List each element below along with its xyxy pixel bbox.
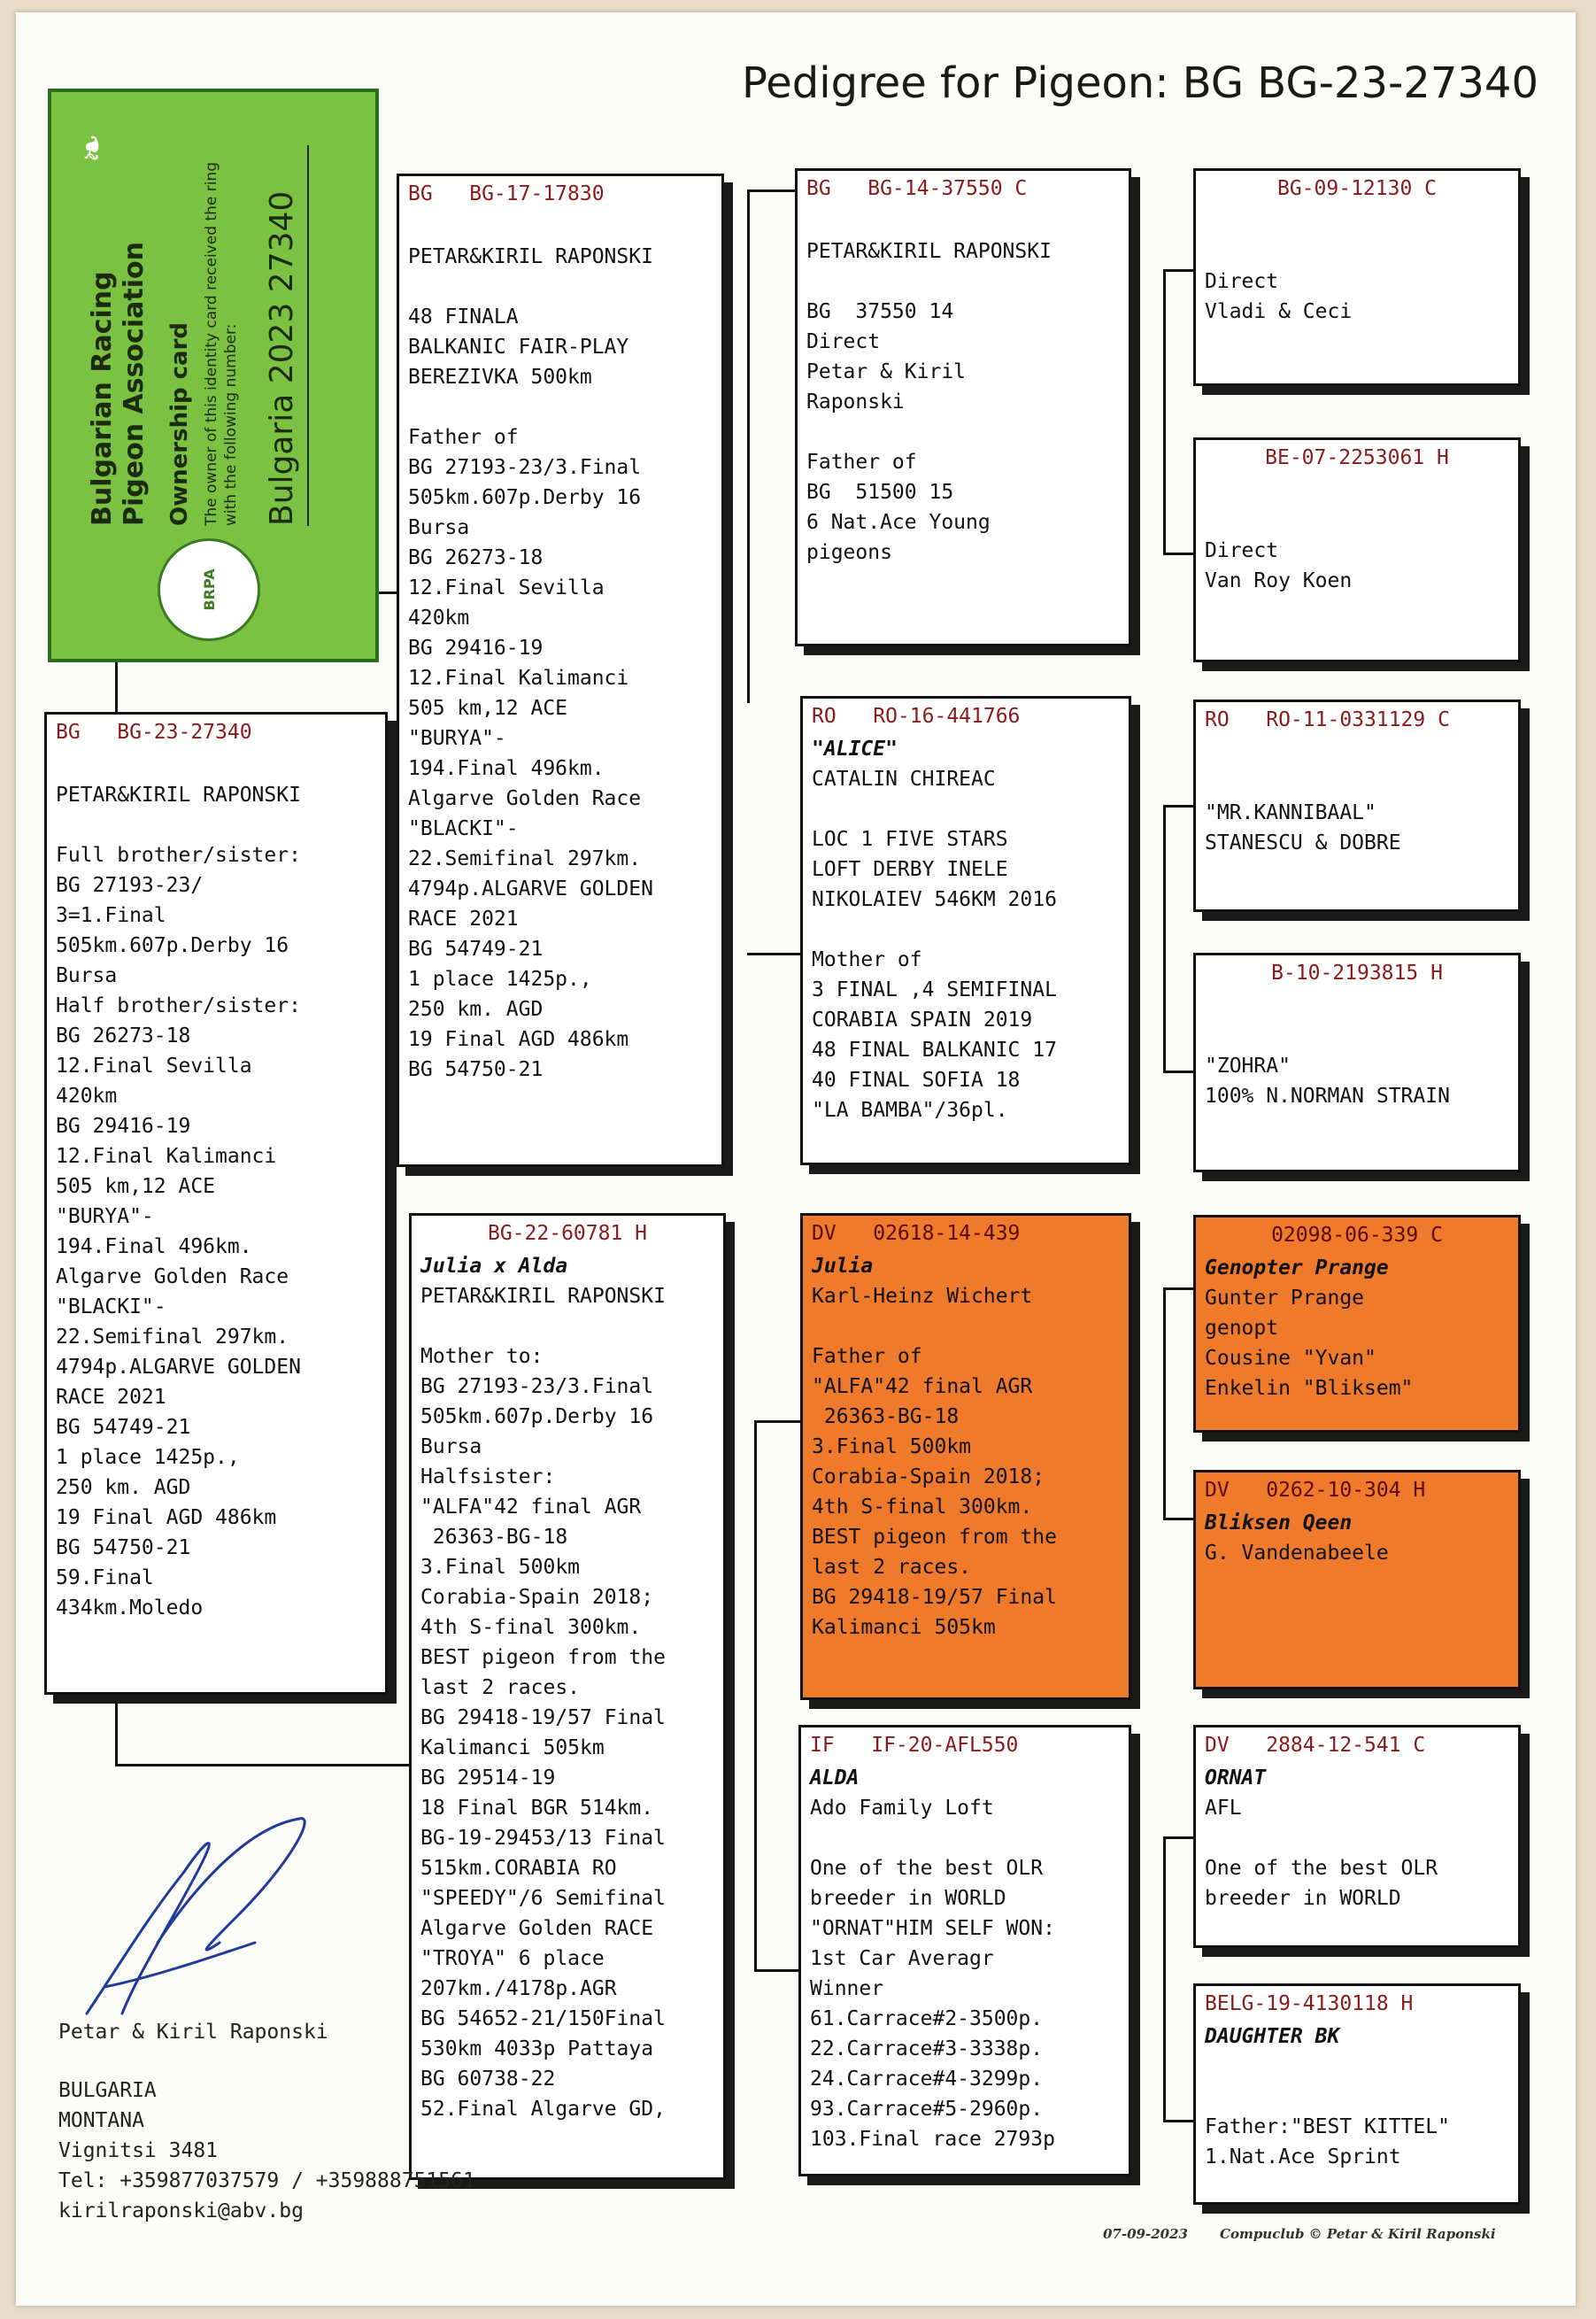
connector: [754, 1969, 802, 1972]
pedigree-line: 250 km. AGD: [408, 998, 544, 1021]
pedigree-line: Cousine "Yvan": [1205, 1347, 1376, 1370]
pedigree-line: Enkelin "Bliksem": [1205, 1377, 1414, 1400]
connector: [747, 189, 750, 703]
pedigree-line: 12.Final Kalimanci: [56, 1145, 277, 1168]
pedigree-line: 505 km,12 ACE: [56, 1175, 216, 1198]
pigeon-box-subject: [44, 712, 388, 1695]
pedigree-line: PETAR&KIRIL RAPONSKI: [56, 784, 301, 807]
owner-country: BULGARIA: [58, 2079, 157, 2102]
connector: [1163, 1287, 1166, 1518]
pedigree-line: 3=1.Final: [56, 904, 166, 927]
ring-number: RO RO-11-0331129 C: [1205, 708, 1450, 731]
pigeon-box-sire-dam-dam: [1193, 953, 1521, 1172]
pedigree-line: NIKOLAIEV 546KM 2016: [812, 888, 1057, 911]
pedigree-line: BEST pigeon from the: [812, 1526, 1057, 1549]
pedigree-line: 93.Carrace#5-2960p.: [810, 2098, 1044, 2121]
pedigree-line: Father:"BEST KITTEL": [1205, 2115, 1450, 2138]
pedigree-line: "ALICE": [812, 738, 898, 761]
pedigree-line: Bursa: [420, 1435, 482, 1458]
pedigree-line: [1205, 738, 1509, 768]
pedigree-line: BG 29514-19: [420, 1766, 556, 1789]
pedigree-line: CORABIA SPAIN 2019: [812, 1009, 1033, 1032]
pedigree-line: 22.Semifinal 297km.: [56, 1326, 289, 1349]
pedigree-line: Full brother/sister:: [56, 844, 301, 867]
ring-number: DV 02618-14-439: [812, 1222, 1021, 1245]
pedigree-line: AFL: [1205, 1797, 1242, 1820]
pedigree-line: BG 37550 14: [806, 300, 954, 323]
pedigree-line: 1 place 1425p.,: [408, 968, 592, 991]
ring-number: BG BG-17-17830: [408, 182, 605, 205]
pedigree-line: G. Vandenabeele: [1205, 1542, 1389, 1565]
pedigree-line: "ALFA"42 final AGR: [812, 1375, 1033, 1398]
card-title: Ownership card: [166, 321, 193, 526]
pigeon-box-dam-sire-dam: [1193, 1470, 1521, 1689]
pedigree-line: [812, 1311, 1120, 1341]
pedigree-line: Corabia-Spain 2018;: [812, 1465, 1045, 1488]
pedigree-line: breeder in WORLD: [1205, 1887, 1401, 1910]
connector: [1163, 805, 1166, 1071]
pedigree-line: Halfsister:: [420, 1465, 556, 1488]
pedigree-line: 530km 4033p Pattaya: [420, 2037, 654, 2060]
owner-name: Petar & Kiril Raponski: [58, 2021, 328, 2044]
pedigree-line: PETAR&KIRIL RAPONSKI: [806, 240, 1052, 263]
pigeon-box-sire-dam-sire: [1193, 700, 1521, 912]
pedigree-line: STANESCU & DOBRE: [1205, 831, 1401, 854]
pedigree-line: BG 27193-23/: [56, 874, 204, 897]
pedigree-line: One of the best OLR: [1205, 1857, 1438, 1880]
pedigree-line: Petar & Kiril: [806, 360, 967, 383]
pedigree-line: Bliksen Qeen: [1205, 1511, 1353, 1534]
pedigree-line: "ZOHRA": [1205, 1055, 1291, 1078]
pedigree-line: "MR.KANNIBAAL": [1205, 801, 1376, 824]
ring-number: IF IF-20-AFL550: [810, 1734, 1019, 1757]
owner-email: kirilraponski@abv.bg: [58, 2199, 304, 2222]
pedigree-line: 1.Nat.Ace Sprint: [1205, 2145, 1401, 2168]
pedigree-line: CATALIN CHIREAC: [812, 768, 996, 791]
pedigree-line: [56, 750, 376, 780]
pedigree-line: [408, 272, 713, 302]
pedigree-line: BEREZIVKA 500km: [408, 366, 592, 389]
pedigree-line: "BURYA"-: [408, 727, 506, 750]
connector: [115, 1764, 434, 1766]
pedigree-line: Bursa: [56, 964, 118, 987]
connector: [115, 1686, 118, 1764]
pedigree-line: BG 29418-19/57 Final: [812, 1586, 1057, 1609]
pedigree-line: [806, 417, 1120, 447]
pedigree-line: 48 FINALA: [408, 305, 519, 329]
pedigree-line: Direct: [1205, 270, 1279, 293]
pigeon-box-sire-sire: [795, 168, 1131, 646]
pedigree-line: [810, 1823, 1120, 1853]
pedigree-line: Vladi & Ceci: [1205, 300, 1353, 323]
pedigree-line: 12.Final Sevilla: [56, 1055, 252, 1078]
connector: [1163, 1836, 1166, 2120]
pedigree-line: [408, 212, 713, 242]
pedigree-line: Half brother/sister:: [56, 994, 301, 1017]
pedigree-line: "SPEEDY"/6 Semifinal: [420, 1887, 666, 1910]
pedigree-line: 26363-BG-18: [420, 1526, 568, 1549]
pigeon-box-sire-sire-sire: [1193, 168, 1521, 386]
pigeon-box-sire: [397, 174, 724, 1167]
ring-number: BE-07-2253061 H: [1265, 446, 1449, 469]
pedigree-line: [1205, 768, 1509, 798]
pedigree-line: BG 26273-18: [408, 546, 544, 569]
software-credit: Compuclub © Petar & Kiril Raponski: [1220, 2226, 1496, 2242]
pedigree-line: [408, 392, 713, 422]
pedigree-line: 12.Final Sevilla: [408, 576, 605, 599]
pedigree-line: Kalimanci 505km: [420, 1736, 605, 1759]
pedigree-line: 100% N.NORMAN STRAIN: [1205, 1085, 1450, 1108]
pedigree-line: BG 29418-19/57 Final: [420, 1706, 666, 1729]
pedigree-line: 505km.607p.Derby 16: [408, 486, 642, 509]
ownership-card-content: [51, 92, 375, 659]
pigeon-box-sire-dam: [800, 696, 1131, 1165]
pedigree-line: 59.Final: [56, 1566, 154, 1589]
pedigree-line: "BURYA"-: [56, 1205, 154, 1228]
pedigree-line: BG 54750-21: [56, 1536, 191, 1559]
pedigree-line: BG 27193-23/3.Final: [408, 456, 642, 479]
pedigree-line: Van Roy Koen: [1205, 569, 1353, 592]
pedigree-line: 24.Carrace#4-3299p.: [810, 2068, 1044, 2091]
pedigree-line: [812, 915, 1120, 945]
pedigree-line: 40 FINAL SOFIA 18: [812, 1069, 1021, 1092]
pedigree-line: 22.Carrace#3-3338p.: [810, 2037, 1044, 2060]
pedigree-line: Bursa: [408, 516, 470, 539]
pedigree-line: 4th S-final 300km.: [420, 1616, 642, 1639]
connector: [754, 1420, 757, 1969]
pedigree-line: BG 60738-22: [420, 2068, 556, 2091]
pedigree-line: 1 place 1425p.,: [56, 1446, 240, 1469]
pedigree-line: 207km./4178p.AGR: [420, 1977, 617, 2000]
pedigree-line: BG 29416-19: [408, 637, 544, 660]
pedigree-line: genopt: [1205, 1317, 1279, 1340]
pedigree-line: 61.Carrace#2-3500p.: [810, 2007, 1044, 2030]
pedigree-line: Kalimanci 505km: [812, 1616, 996, 1639]
pedigree-line: 505km.607p.Derby 16: [420, 1405, 654, 1428]
pedigree-line: [1205, 1021, 1509, 1051]
pedigree-line: PETAR&KIRIL RAPONSKI: [420, 1285, 666, 1308]
pedigree-line: 434km.Moledo: [56, 1596, 204, 1619]
page-title: Pedigree for Pigeon: BG BG-23-27340: [742, 58, 1538, 108]
pedigree-line: BG-19-29453/13 Final: [420, 1827, 666, 1850]
pedigree-line: "LA BAMBA"/36pl.: [812, 1099, 1008, 1122]
ring-number: B-10-2193815 H: [1271, 962, 1443, 985]
pedigree-line: 6 Nat.Ace Young: [806, 511, 991, 534]
pedigree-line: 194.Final 496km.: [408, 757, 605, 780]
card-ring-number: Bulgaria 2023 27340: [264, 145, 309, 526]
pigeon-box-sire-sire-dam: [1193, 437, 1521, 662]
pedigree-line: RACE 2021: [408, 908, 519, 931]
pedigree-line: 505km.607p.Derby 16: [56, 934, 289, 957]
owner-phone: Tel: +359877037579 / +359888751561: [58, 2169, 475, 2192]
pedigree-line: Mother of: [812, 948, 922, 971]
pedigree-line: [1205, 236, 1509, 267]
ring-number: BELG-19-4130118 H: [1205, 1992, 1414, 2015]
pedigree-line: "BLACKI"-: [56, 1295, 166, 1318]
ring-number: BG-22-60781 H: [487, 1222, 647, 1245]
ring-number: BG BG-23-27340: [56, 721, 252, 744]
pedigree-line: "TROYA" 6 place: [420, 1947, 605, 1970]
connector: [754, 1420, 802, 1423]
pedigree-line: [420, 1311, 714, 1341]
pedigree-line: Algarve Golden Race: [56, 1265, 289, 1288]
pedigree-line: 3.Final 500km: [420, 1556, 581, 1579]
pedigree-line: 4794p.ALGARVE GOLDEN: [56, 1356, 301, 1379]
pedigree-line: BG 29416-19: [56, 1115, 191, 1138]
pedigree-line: 52.Final Algarve GD,: [420, 2098, 666, 2121]
pedigree-line: 103.Final race 2793p: [810, 2128, 1055, 2151]
pedigree-line: 250 km. AGD: [56, 1476, 191, 1499]
pedigree-line: One of the best OLR: [810, 1857, 1044, 1880]
pedigree-line: LOFT DERBY INELE: [812, 858, 1008, 881]
pedigree-line: Julia: [812, 1255, 874, 1278]
ring-number: DV 0262-10-304 H: [1205, 1479, 1426, 1502]
pedigree-line: Father of: [812, 1345, 922, 1368]
pedigree-line: [1205, 506, 1509, 536]
ownership-card: [48, 89, 379, 662]
pedigree-line: Direct: [1205, 539, 1279, 562]
pigeon-box-dam-dam: [798, 1725, 1131, 2176]
pedigree-line: 1st Car Averagr: [810, 1947, 994, 1970]
pedigree-line: Gunter Prange: [1205, 1287, 1365, 1310]
pigeon-box-dam-sire-sire: [1193, 1215, 1521, 1433]
pedigree-line: 3 FINAL ,4 SEMIFINAL: [812, 978, 1057, 1001]
print-date: 07-09-2023: [1103, 2226, 1188, 2242]
pedigree-line: Karl-Heinz Wichert: [812, 1285, 1033, 1308]
pedigree-line: 515km.CORABIA RO: [420, 1857, 617, 1880]
pedigree-line: 420km: [56, 1085, 118, 1108]
owner-town: Vignitsi 3481: [58, 2139, 219, 2162]
pedigree-line: last 2 races.: [812, 1556, 972, 1579]
pedigree-line: BG 54652-21/150Final: [420, 2007, 666, 2030]
pedigree-line: [1205, 475, 1509, 506]
pedigree-line: Raponski: [806, 390, 905, 414]
pedigree-line: 26363-BG-18: [812, 1405, 960, 1428]
pedigree-line: BG 26273-18: [56, 1024, 191, 1047]
card-org: Bulgarian Racing Pigeon Association: [87, 242, 150, 526]
pedigree-line: 3.Final 500km: [812, 1435, 972, 1458]
pedigree-line: 48 FINAL BALKANIC 17: [812, 1039, 1057, 1062]
pedigree-line: "ALFA"42 final AGR: [420, 1496, 642, 1519]
ring-number: BG-09-12130 C: [1276, 177, 1437, 200]
ring-number: BG BG-14-37550 C: [806, 177, 1028, 200]
pedigree-line: 19 Final AGD 486km: [408, 1028, 629, 1051]
pedigree-line: 505 km,12 ACE: [408, 697, 568, 720]
connector: [747, 189, 802, 192]
pedigree-line: Julia x Alda: [420, 1255, 568, 1278]
pedigree-line: "ORNAT"HIM SELF WON:: [810, 1917, 1055, 1940]
pedigree-line: [806, 206, 1120, 236]
pedigree-line: BG 54749-21: [56, 1416, 191, 1439]
pedigree-line: 19 Final AGD 486km: [56, 1506, 277, 1529]
pedigree-line: [1205, 2052, 1509, 2082]
pigeon-box-dam-sire: [800, 1213, 1131, 1700]
pedigree-line: BG 54749-21: [408, 938, 544, 961]
brpa-logo: BRPA: [158, 538, 260, 641]
pedigree-line: Father of: [806, 451, 917, 474]
pedigree-line: BG 54750-21: [408, 1058, 544, 1081]
pedigree-line: Winner: [810, 1977, 884, 2000]
pedigree-line: 194.Final 496km.: [56, 1235, 252, 1258]
pedigree-line: [56, 810, 376, 840]
pedigree-line: "BLACKI"-: [408, 817, 519, 840]
pedigree-line: Mother to:: [420, 1345, 544, 1368]
pedigree-line: 12.Final Kalimanci: [408, 667, 629, 690]
connector: [747, 953, 802, 955]
pigeon-box-dam-dam-sire: [1193, 1725, 1521, 1948]
pedigree-line: 22.Semifinal 297km.: [408, 847, 642, 870]
pedigree-sheet: [16, 12, 1576, 2306]
pedigree-line: pigeons: [806, 541, 892, 564]
card-subtitle: The owner of this identity card received the ring with the following number:: [203, 162, 240, 526]
connector: [1163, 269, 1166, 553]
pedigree-line: DAUGHTER BK: [1205, 2025, 1340, 2048]
pedigree-line: Ado Family Loft: [810, 1797, 994, 1820]
pedigree-line: Father of: [408, 426, 519, 449]
pedigree-line: Algarve Golden Race: [408, 787, 642, 810]
pedigree-line: Corabia-Spain 2018;: [420, 1586, 654, 1609]
pedigree-line: [806, 267, 1120, 297]
pedigree-line: [1205, 2082, 1509, 2112]
ring-number: 02098-06-339 C: [1271, 1224, 1443, 1247]
pigeon-box-dam-dam-dam: [1193, 1983, 1521, 2205]
pedigree-line: [1205, 991, 1509, 1021]
pigeon-box-dam: [409, 1213, 726, 2180]
pedigree-line: Genopter Prange: [1205, 1256, 1389, 1279]
pedigree-line: 420km: [408, 607, 470, 630]
pedigree-line: ORNAT: [1205, 1766, 1267, 1789]
pedigree-line: BALKANIC FAIR-PLAY: [408, 336, 629, 359]
pedigree-line: [1205, 1823, 1509, 1853]
pedigree-line: RACE 2021: [56, 1386, 166, 1409]
owner-region: MONTANA: [58, 2109, 144, 2132]
pedigree-line: last 2 races.: [420, 1676, 581, 1699]
signature: [69, 1810, 335, 2031]
pedigree-line: LOC 1 FIVE STARS: [812, 828, 1008, 851]
pedigree-line: ALDA: [810, 1766, 860, 1789]
ring-number: RO RO-16-441766: [812, 705, 1021, 728]
pedigree-line: Algarve Golden RACE: [420, 1917, 654, 1940]
pedigree-line: [812, 794, 1120, 824]
pedigree-line: BEST pigeon from the: [420, 1646, 666, 1669]
pedigree-line: BG 27193-23/3.Final: [420, 1375, 654, 1398]
ring-number: DV 2884-12-541 C: [1205, 1734, 1426, 1757]
pedigree-line: BG 51500 15: [806, 481, 954, 504]
pedigree-line: [1205, 206, 1509, 236]
pedigree-line: Direct: [806, 330, 881, 353]
pedigree-line: PETAR&KIRIL RAPONSKI: [408, 245, 653, 268]
pedigree-line: 4th S-final 300km.: [812, 1496, 1033, 1519]
pedigree-line: 4794p.ALGARVE GOLDEN: [408, 877, 653, 901]
pedigree-line: breeder in WORLD: [810, 1887, 1006, 1910]
pedigree-line: 18 Final BGR 514km.: [420, 1797, 654, 1820]
dove-icon: ❧: [73, 133, 113, 163]
